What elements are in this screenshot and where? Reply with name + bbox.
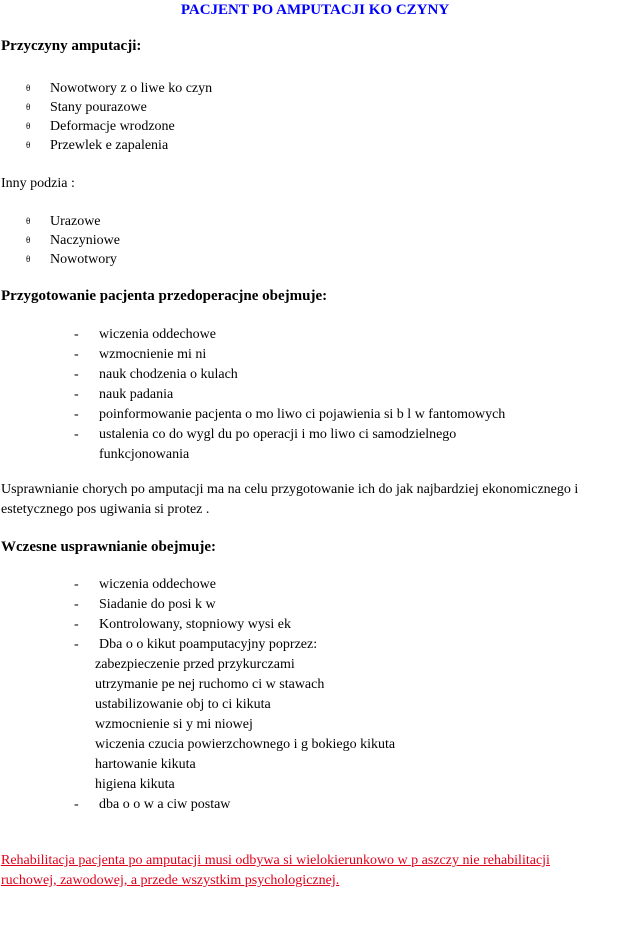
list-item: - ustalenia co do wygl du po operacji i mo liwo ci samodzielnego funkcjonowania bbox=[74, 427, 457, 462]
list-item: ustabilizowanie obj to ci kikuta bbox=[95, 697, 271, 712]
early-heading: Wczesne usprawnianie obejmuje: bbox=[1, 539, 216, 555]
list-item: wzmocnienie si y mi niowej bbox=[95, 717, 253, 732]
list-item: - Siadanie do posi k w bbox=[0, 595, 627, 615]
list-item: wiczenia czucia powierzchownego i g bokiego kikuta bbox=[95, 737, 396, 752]
conclusion-paragraph: Rehabilitacja pacjenta po amputacji musi odbywa si wielokierunkowo w p aszczy nie rehabilitacji ruchowej, zawodowej, a przede wszystkim psychologicznej. bbox=[1, 853, 550, 888]
list-item: - nauk chodzenia o kulach bbox=[0, 365, 627, 385]
list-item: - wzmocnienie mi ni bbox=[0, 345, 627, 365]
dash-bullet: - bbox=[74, 407, 79, 422]
list-item: higiena kikuta bbox=[95, 777, 175, 792]
early-sublist bbox=[0, 655, 395, 795]
causes-heading: Przyczyny amputacji: bbox=[1, 38, 142, 54]
list-item: - Dba o o kikut poamputacyjny poprzez: bbox=[0, 635, 627, 655]
dash-bullet: - bbox=[74, 577, 79, 592]
rehab-goal-paragraph: Usprawnianie chorych po amputacji ma na celu przygotowanie ich do jak najbardziej ekonomicznego i estetycznego pos ugiwania si protez . bbox=[1, 482, 579, 517]
page-title: PACJENT PO AMPUTACJI KO CZYNY bbox=[180, 2, 450, 18]
list-item: - nauk padania bbox=[0, 385, 627, 405]
list-item: utrzymanie pe nej ruchomo ci w stawach bbox=[95, 677, 325, 692]
dash-bullet: - bbox=[74, 387, 79, 402]
theta-bullet-icon: θ bbox=[26, 140, 31, 150]
early-list-end bbox=[0, 795, 627, 815]
theta-bullet-icon: θ bbox=[26, 121, 31, 131]
dash-bullet: - bbox=[74, 427, 79, 442]
list-item: - poinformowanie pacjenta o mo liwo ci pojawienia si b l w fantomowych bbox=[0, 405, 627, 425]
list-item: - wiczenia oddechowe bbox=[0, 325, 627, 345]
theta-bullet-icon: θ bbox=[26, 83, 31, 93]
list-item: zabezpieczenie przed przykurczami bbox=[95, 657, 295, 672]
dash-bullet: - bbox=[74, 327, 79, 342]
theta-bullet-icon: θ bbox=[26, 216, 31, 226]
theta-bullet-icon: θ bbox=[26, 235, 31, 245]
list-item: - wiczenia oddechowe bbox=[0, 575, 627, 595]
dash-bullet: - bbox=[74, 617, 79, 632]
dash-bullet: - bbox=[74, 367, 79, 382]
dash-bullet: - bbox=[74, 347, 79, 362]
preop-heading: Przygotowanie pacjenta przedoperacjne obejmuje: bbox=[1, 288, 328, 304]
theta-bullet-icon: θ bbox=[26, 254, 31, 264]
theta-bullet-icon: θ bbox=[26, 102, 31, 112]
list-item: hartowanie kikuta bbox=[95, 757, 196, 772]
dash-bullet: - bbox=[74, 637, 79, 652]
list-item: - dba o o w a ciw postaw bbox=[0, 795, 627, 815]
document-page: PACJENT PO AMPUTACJI KO CZYNY Przyczyny amputacji: θ Nowotwory z o liwe ko czyn θ Stany pourazowe θ Deformacje wrodzone θ Przewlek e zapalenia Inny podzia : θ Urazowe θ Naczyniowe θ Nowotwory Przygotowanie pacjenta przedoperacjne obejmuje: - wiczenia oddechowe - wzmocnienie mi ni - nauk chodzenia o kulach - nauk padania - poinformowanie pacjenta o mo liwo ci pojawienia si b l w fantomowych - ustalenia co do wygl du po operacji i mo liwo ci samodzielnego funkcjonowania Usprawnianie chorych po amputacji ma na celu przygotowanie ich do jak najbardziej ekonomicznego i estetycznego pos ugiwania si protez . Wczesne usprawnianie obejmuje: - wiczenia oddechowe - Siadanie do posi k w - Kontrolowany, stopniowy wysi ek - Dba o o kikut poamputacyjny poprzez: zabezpieczenie przed przykurczami utrzymanie pe nej ruchomo ci w stawach ustabilizowanie obj to ci kikuta wzmocnienie si y mi niowej wiczenia czucia powierzchownego i g bokiego kikuta hartowanie kikuta higiena kikuta - dba o o w a ciw postaw Rehabilitacja pacjenta po amputacji musi odbywa si wielokierunkowo w p aszczy nie rehabilitacji ruchowej, zawodowej, a przede wszystkim psychologicznej. bbox=[0, 0, 630, 928]
dash-bullet: - bbox=[74, 797, 79, 812]
dash-bullet: - bbox=[74, 597, 79, 612]
preop-list bbox=[0, 325, 627, 465]
division-label: Inny podzia : bbox=[1, 176, 75, 191]
list-item: - Kontrolowany, stopniowy wysi ek bbox=[0, 615, 627, 635]
early-list bbox=[0, 575, 627, 655]
